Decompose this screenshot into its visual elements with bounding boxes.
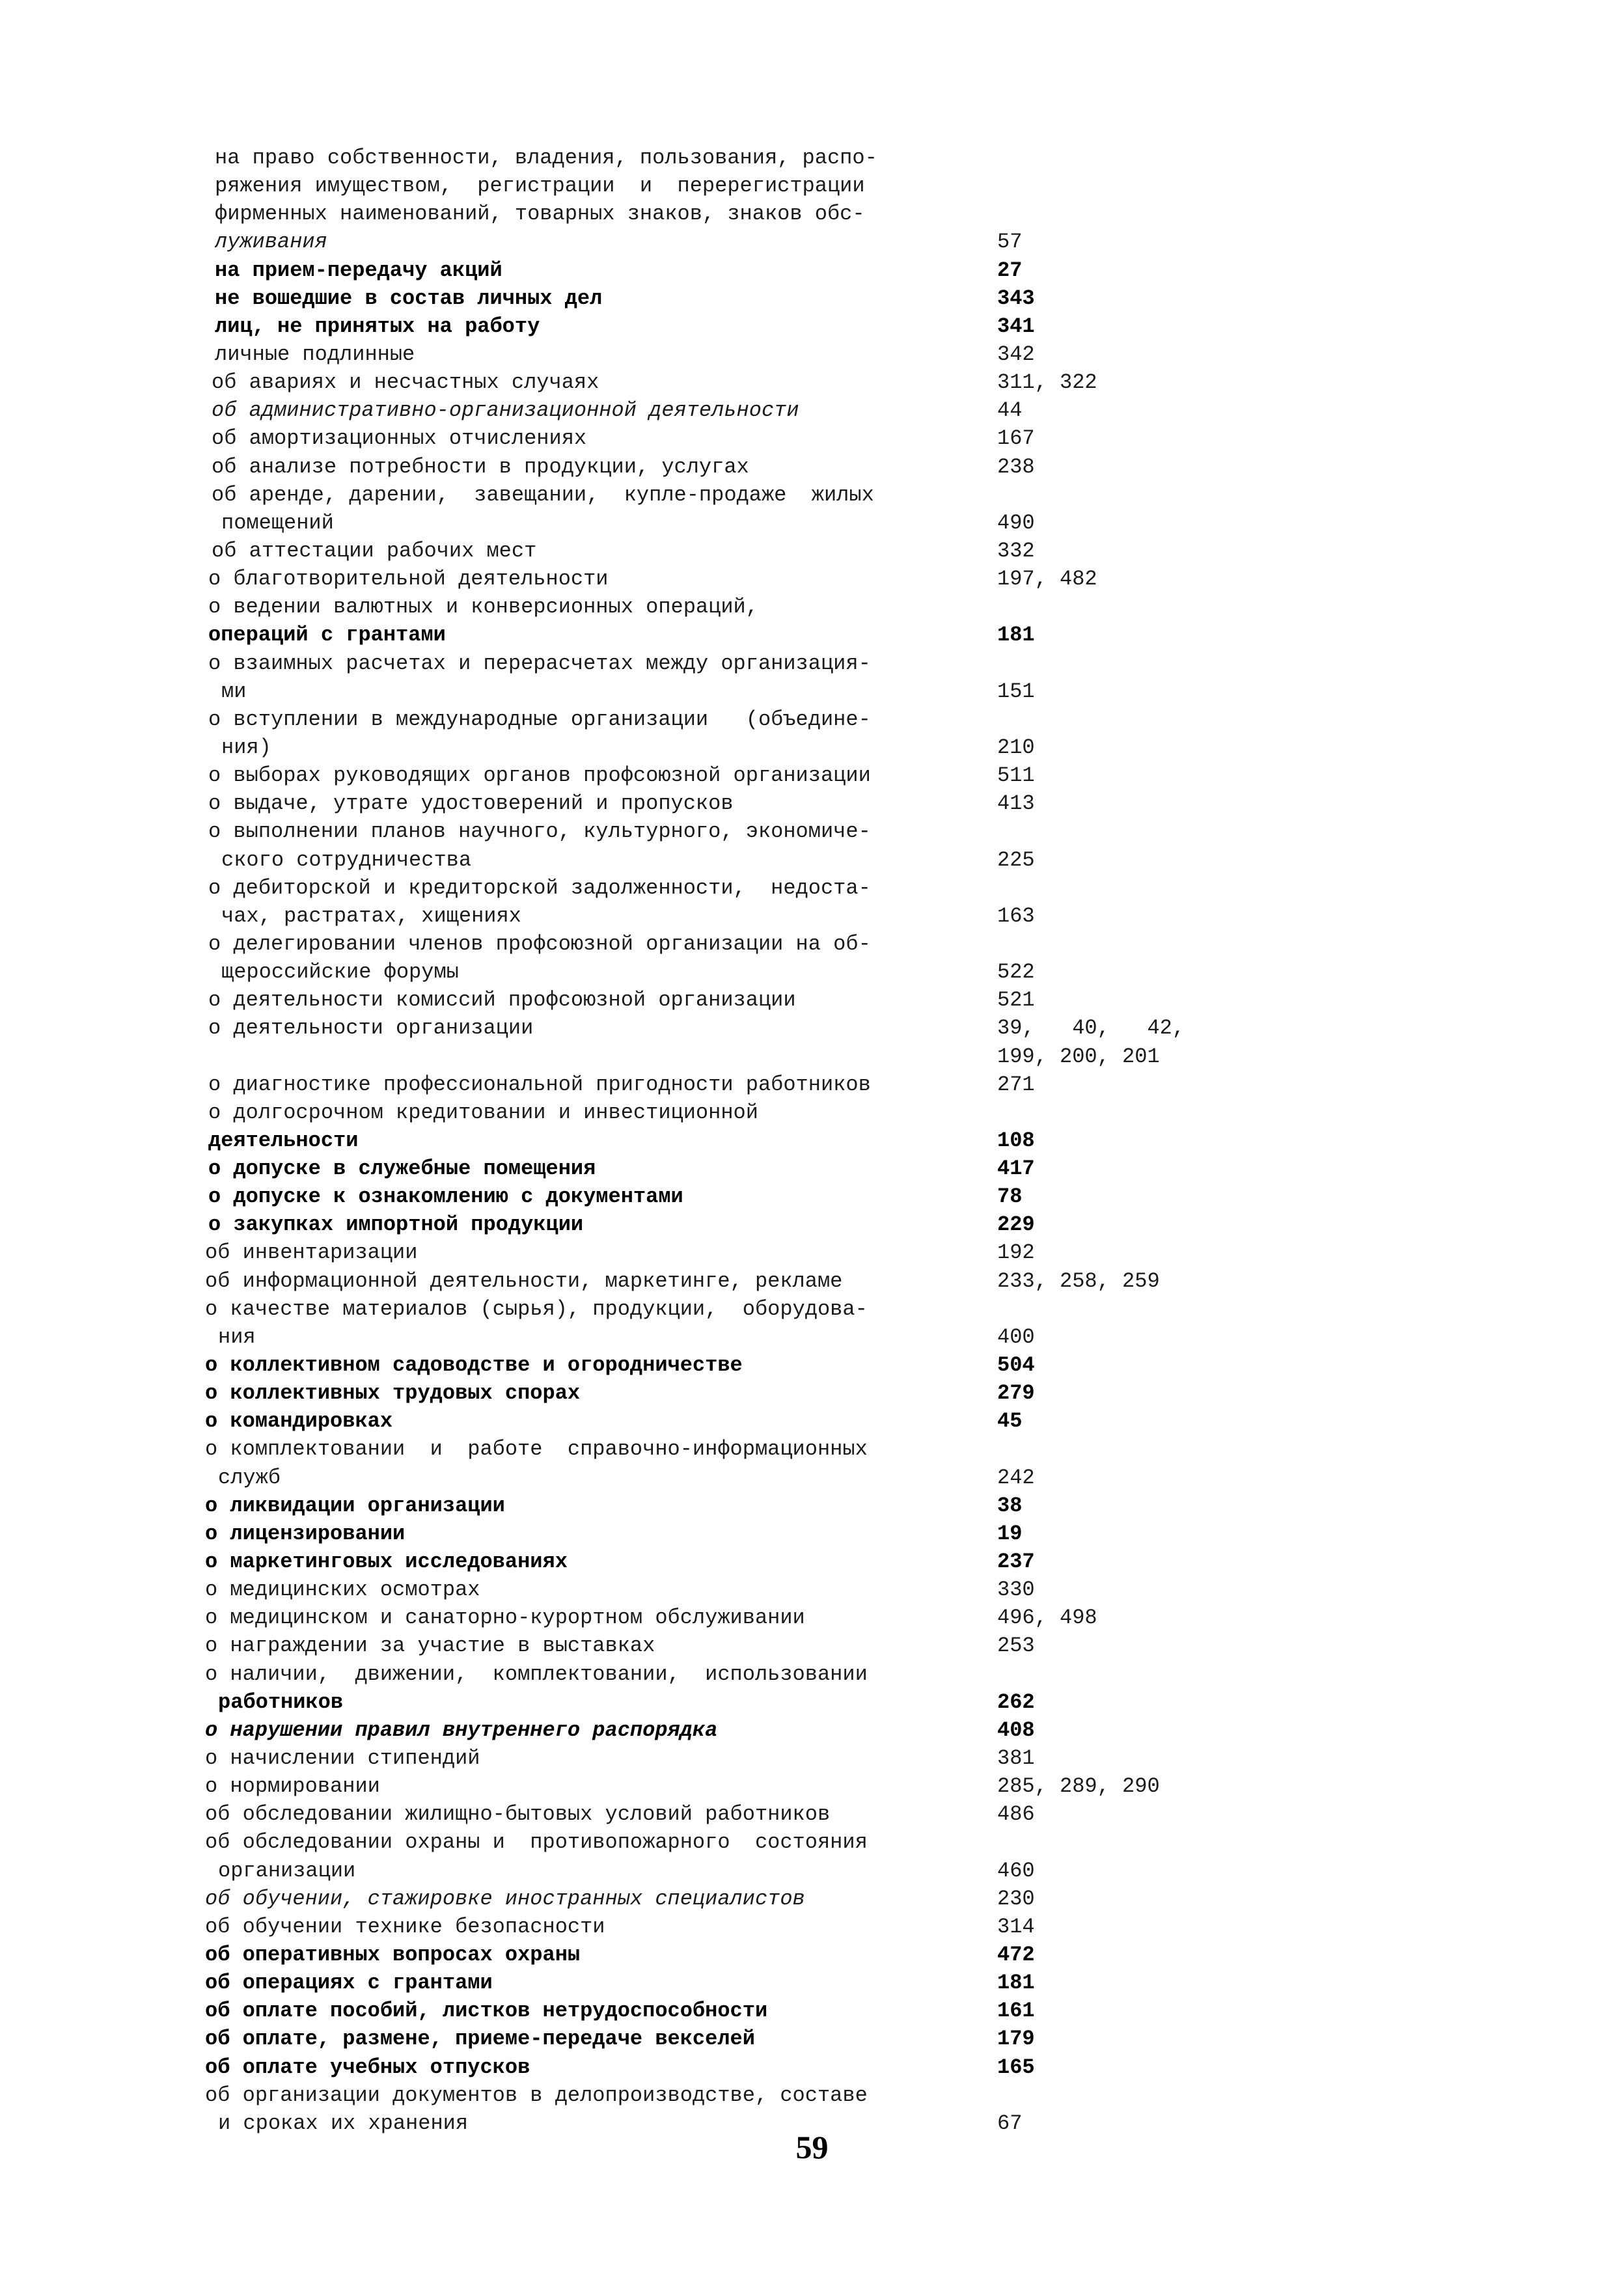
index-line [202,1323,1308,1351]
index-line [202,200,1308,228]
index-page-refs: 343 [997,286,1035,310]
index-entry-text: об аренде, дарении, завещании, купле-продаже жилых [212,482,874,507]
index-line [202,1183,1308,1211]
index-line [202,1520,1308,1548]
index-page-refs: 408 [997,1718,1035,1742]
index-page-refs: 381 [997,1746,1035,1771]
index-entry-text: о нарушении правил внутреннего распорядка [205,1718,718,1742]
index-page-refs: 108 [997,1128,1035,1153]
index-entry-text: об обследовании жилищно-бытовых условий работников [205,1802,831,1827]
index-line [202,621,1308,649]
index-page-refs: 253 [997,1634,1035,1658]
index-entry-text: об обследовании охраны и противопожарного состояния [205,1830,868,1855]
index-entry-text: об анализе потребности в продукции, услугах [212,454,749,479]
index-entry-text: о выдаче, утрате удостоверений и пропусков [208,791,734,816]
index-page-refs [997,144,1308,172]
index-entry-text: о нормировании [205,1774,380,1799]
index-entry-text: об оплате учебных отпусков [205,2055,530,2079]
index-page-refs [997,650,1308,678]
index-entry-text: о наличии, движении, комплектовании, использовании [205,1662,868,1686]
index-entry-text: о деятельности комиссий профсоюзной организации [208,988,796,1013]
index-page-refs: 210 [997,735,1035,760]
index-line [202,1857,1308,1885]
index-line [202,368,1308,396]
index-entry-text: щероссийские форумы [221,960,459,985]
index-page-refs: 400 [997,1324,1035,1349]
index-line [202,1014,1308,1042]
index-entry-text: о комплектовании и работе справочно-информационных [205,1437,868,1462]
index-page-refs: 181 [997,623,1035,648]
index-entry-text: о допуске в служебные помещения [208,1157,596,1181]
index-line [202,733,1308,761]
index-page-refs: 504 [997,1353,1035,1378]
index-entry-text: о выборах руководящих органов профсоюзной организации [208,763,871,788]
index-page-refs: 197, 482 [997,567,1097,592]
index-entry-text: об операциях с грантами [205,1971,493,1995]
index-entry-text: о дебиторской и кредиторской задолженности, недоста- [208,875,871,900]
index-page-refs: 199, 200, 201 [997,1044,1160,1069]
index-line [202,958,1308,986]
index-line [202,1913,1308,1941]
index-page-refs [997,593,1308,621]
index-page-refs: 472 [997,1943,1035,1967]
index-line [202,1744,1308,1772]
index-entry-text: о деятельности организации [208,1016,534,1041]
index-entry-text: об информационной деятельности, маркетинге, рекламе [205,1268,843,1293]
index-line [202,396,1308,424]
index-page-refs: 167 [997,426,1035,451]
index-page-refs [997,874,1308,902]
index-line [202,1239,1308,1267]
index-page-refs: 229 [997,1213,1035,1237]
index-page-refs [997,706,1308,733]
index-page-refs: 511 [997,763,1035,788]
index-line [202,1941,1308,1969]
index-line [202,1211,1308,1239]
index-entry-text: помещений [221,510,334,535]
index-line [202,1632,1308,1660]
index-line [202,1772,1308,1800]
index-page-refs: 522 [997,960,1035,985]
index-entry-text: ния [218,1324,256,1349]
index-entry-text: о ведении валютных и конверсионных операций, [208,595,758,620]
index-line [202,593,1308,621]
index-page-refs: 237 [997,1550,1035,1574]
index-entry-text: о качестве материалов (сырья), продукции, оборудова- [205,1296,868,1321]
index-line [202,706,1308,733]
index-line [202,1548,1308,1576]
index-line [202,874,1308,902]
index-entry-text: о делегировании членов профсоюзной организации на об- [208,931,871,956]
index-line [202,1969,1308,1997]
index-entry-text: луживания [215,230,327,254]
index-page-refs [997,1828,1308,1856]
index-entry-text: на прием-передачу акций [215,258,502,282]
index-line [202,1127,1308,1155]
index-line [202,481,1308,509]
index-entry-text: служб [218,1465,281,1490]
index-line [202,1435,1308,1463]
index-line [202,1885,1308,1913]
index-line [202,1492,1308,1520]
index-page-refs: 238 [997,454,1035,479]
index-entry-text: и сроках их хранения [218,2111,469,2135]
index-entry-text: о коллективном садоводстве и огородничестве [205,1353,743,1378]
index-line [202,650,1308,678]
index-page-refs: 27 [997,258,1023,282]
index-entry-text: об авариях и несчастных случаях [212,370,599,395]
index-line [202,986,1308,1014]
index-line [202,1379,1308,1407]
index-entry-text: о лицензировании [205,1521,406,1546]
index-entry-text: о командировках [205,1409,393,1434]
index-entry-text: о маркетинговых исследованиях [205,1550,568,1574]
index-entry-text: об обучении технике безопасности [205,1914,605,1939]
index-entry-text: организации [218,1858,356,1883]
index-entry-text: об инвентаризации [205,1240,418,1265]
index-entry-text: ми [221,679,247,704]
index-line [202,846,1308,874]
index-line [202,789,1308,817]
index-entry-text: об аттестации рабочих мест [212,538,537,563]
index-line [202,144,1308,172]
index-line [202,1800,1308,1828]
index-page-refs: 67 [997,2111,1023,2135]
index-page-refs: 19 [997,1521,1023,1546]
index-line [202,228,1308,256]
index-page-refs: 38 [997,1493,1023,1518]
index-line [202,761,1308,789]
index-line [202,509,1308,537]
index-page-refs: 225 [997,847,1035,872]
index-entry-text: не вошедшие в состав личных дел [215,286,603,310]
index-line [202,172,1308,200]
index-line [202,537,1308,565]
index-entry-text: о медицинском и санаторно-курортном обслуживании [205,1606,805,1630]
index-line [202,1071,1308,1099]
index-line [202,565,1308,593]
index-page-refs: 44 [997,398,1023,423]
index-page-refs: 413 [997,791,1035,816]
index-line [202,1660,1308,1688]
index-entry-text: об оперативных вопросах охраны [205,1943,581,1967]
index-page-refs: 496, 498 [997,1606,1097,1630]
index-page-refs: 165 [997,2055,1035,2079]
index-entry-text: о вступлении в международные организации (объедине- [208,707,871,732]
index-entry-text: об организации документов в делопроизводстве, составе [205,2083,868,2107]
index-page-refs: 332 [997,538,1035,563]
index-page-refs: 271 [997,1072,1035,1097]
index-page-refs: 262 [997,1690,1035,1714]
index-entry-text: ского сотрудничества [221,847,472,872]
index-entry-text: об оплате пособий, листков нетрудоспособности [205,1999,768,2023]
index-page-refs [997,2081,1308,2109]
index-line [202,2053,1308,2081]
index-page-refs: 39, 40, 42, [997,1016,1185,1041]
index-entry-text: о выполнении планов научного, культурного, экономиче- [208,819,871,844]
index-page-refs: 163 [997,903,1035,928]
index-page-refs [997,172,1308,200]
index-line [202,1716,1308,1744]
index-entry-text: чах, растратах, хищениях [221,903,521,928]
index-page-refs: 151 [997,679,1035,704]
index-entry-text: о благотворительной деятельности [208,567,609,592]
index-page-refs: 242 [997,1465,1035,1490]
subject-index [202,144,1308,2137]
index-page-refs: 285, 289, 290 [997,1774,1160,1799]
index-line [202,1688,1308,1716]
index-line [202,2025,1308,2053]
index-line [202,2081,1308,2109]
index-page-refs: 57 [997,230,1023,254]
index-entry-text: о допуске к ознакомлению с документами [208,1185,683,1209]
index-page-refs: 314 [997,1914,1035,1939]
index-page-refs [997,1435,1308,1463]
index-line [202,1576,1308,1604]
index-entry-text: о долгосрочном кредитовании и инвестиционной [208,1100,758,1125]
index-line [202,1351,1308,1379]
index-line [202,1099,1308,1127]
index-entry-text: фирменных наименований, товарных знаков, знаков обс- [215,202,865,226]
index-page-refs: 179 [997,2027,1035,2051]
index-page-refs: 230 [997,1886,1035,1911]
index-entry-text: об обучении, стажировке иностранных специалистов [205,1886,805,1911]
index-entry-text: о медицинских осмотрах [205,1578,480,1602]
index-line [202,1828,1308,1856]
index-entry-text: операций с грантами [208,623,446,648]
index-line [202,312,1308,340]
index-page-refs: 181 [997,1971,1035,1995]
index-line [202,256,1308,284]
index-entry-text: ряжения имуществом, регистрации и перерегистрации [215,174,865,199]
index-entry-text: ния) [221,735,271,760]
index-line [202,678,1308,706]
index-page-refs [997,1295,1308,1323]
index-entry-text: о награждении за участие в выставках [205,1634,655,1658]
index-entry-text: деятельности [208,1128,359,1153]
index-line [202,1155,1308,1183]
index-line [202,284,1308,312]
index-page-refs: 330 [997,1578,1035,1602]
index-entry-text: об оплате, размене, приеме-передаче векселей [205,2027,755,2051]
index-line [202,1407,1308,1435]
index-line [202,1295,1308,1323]
index-line [202,1267,1308,1295]
index-line [202,1604,1308,1632]
index-line [202,340,1308,368]
index-page-refs: 311, 322 [997,370,1097,395]
index-line [202,1464,1308,1492]
index-page-refs [997,930,1308,958]
index-line [202,1043,1308,1071]
index-line [202,453,1308,481]
index-line [202,1997,1308,2025]
index-entry-text: о закупках импортной продукции [208,1213,584,1237]
index-page-refs [997,200,1308,228]
index-page-refs: 192 [997,1240,1035,1265]
index-page-refs: 417 [997,1157,1035,1181]
index-page-refs: 490 [997,510,1035,535]
index-entry-text: работников [218,1690,344,1714]
index-page-refs: 45 [997,1409,1023,1434]
index-entry-text: личные подлинные [215,342,415,366]
index-entry-text: о коллективных трудовых спорах [205,1381,581,1406]
index-page-refs: 486 [997,1802,1035,1827]
index-entry-text: на право собственности, владения, пользования, распо- [215,146,877,170]
index-entry-text: о начислении стипендий [205,1746,480,1771]
index-entry-text: о ликвидации организации [205,1493,505,1518]
index-line [202,817,1308,845]
index-page-refs: 521 [997,988,1035,1013]
index-page-refs [997,1099,1308,1127]
index-entry-text: о диагностике профессиональной пригодности работников [208,1072,871,1097]
index-page-refs [997,1660,1308,1688]
index-entry-text: о взаимных расчетах и перерасчетах между организация- [208,651,871,676]
index-line [202,424,1308,452]
index-page-refs [997,817,1308,845]
index-page-refs: 279 [997,1381,1035,1406]
index-line [202,930,1308,958]
index-page-refs: 161 [997,1999,1035,2023]
index-entry-text [208,1043,997,1071]
index-page-refs: 342 [997,342,1035,366]
index-entry-text: лиц, не принятых на работу [215,314,540,338]
index-page-refs: 341 [997,314,1035,338]
index-entry-text: об амортизационных отчислениях [212,426,587,451]
index-page-refs: 460 [997,1858,1035,1883]
index-page-refs: 233, 258, 259 [997,1268,1160,1293]
page-number: 59 [795,2129,829,2165]
index-page-refs: 78 [997,1185,1023,1209]
index-entry-text: об административно-организационной деятельности [212,398,799,423]
index-line [202,902,1308,930]
index-page-refs [997,481,1308,509]
